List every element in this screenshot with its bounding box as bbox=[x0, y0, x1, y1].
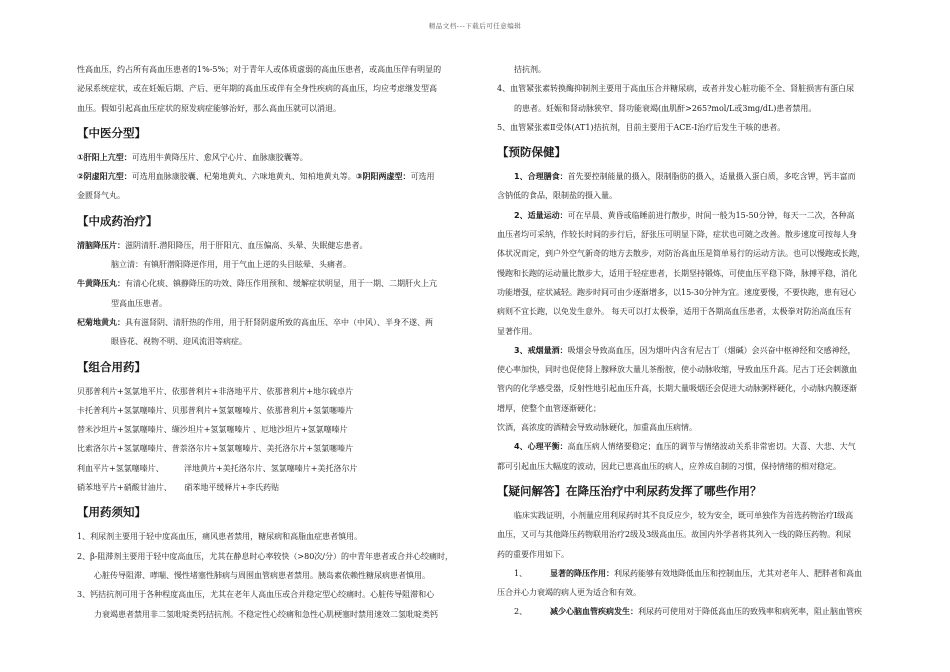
left-column bbox=[77, 60, 467, 624]
prevention-paragraph: 功能增强，症状减轻。跑步时间可由少逐渐增多，以15-30分钟为宜。速度要慢，不要快跑，患有冠心 bbox=[497, 287, 857, 297]
combo-line: 利血平片+氢氯噻嗪片、 洋地黄片+美托洛尔片、氢氯噻嗪片+美托洛尔片 bbox=[77, 463, 358, 473]
note-line: 1、利尿剂主要用于轻中度高血压，痛风患者禁用，糖尿病和高脂血症患者慎用。 bbox=[77, 532, 363, 542]
combo-line: 替米沙坦片+氢氯噻嗪片、缬沙坦片+氢氯噻嗪片 、厄地沙坦片+氢氯噻嗪片 bbox=[77, 425, 348, 435]
prevention-paragraph: 使心率加快，同时也促使肾上腺释放大量儿茶酚胺，使小动脉收缩，导致血压升高。尼古丁还会刺激血 bbox=[497, 365, 857, 375]
note-line: 心脏传导阻滞、哮喘、慢性堵塞性肺病与周围血管病患者禁用。胰岛素依赖性糖尿病患者慎用。 bbox=[94, 570, 430, 580]
prevention-paragraph: 4、心理平衡：高血压病人情绪要稳定；血压的调节与情绪波动关系非常密切。大喜、大悲、大气 bbox=[514, 442, 856, 452]
prevention-paragraph: 血压者均可采纳，作较长时间的步行后，舒张压可明显下降，症状也可随之改善。散步速度可按每人身 bbox=[497, 230, 857, 240]
faq-heading: 【疑问解答】在降压治疗中利尿药发挥了哪些作用？ bbox=[497, 483, 762, 498]
combo-heading: 【组合用药】 bbox=[77, 359, 146, 374]
faq-item: 2、 减少心脑血管疾病发生：利尿药可使用对于降低高血压的致残率和病死率，阻止脑血管疾 bbox=[514, 607, 862, 617]
patent-med-item: 清脑降压片：滋阴清肝.潜阳降压，用于肝阳亢、血压偏高、头晕、失眠健忘患者。 bbox=[77, 240, 368, 250]
prevention-paragraph: 管内的化学感受器，反射性地引起血压升高，长期大量吸烟还会促进大动脉粥样硬化，小动脉内膜逐渐 bbox=[497, 384, 857, 394]
combo-line: 比索洛尔片+氢氯噻嗪片、普萘洛尔片+氢氯噻嗪片、美托洛尔片+氢氯噻嗪片 bbox=[77, 444, 354, 454]
prevention-paragraph: 饮酒，高浓度的酒精会导致动脉硬化，加重高血压病情。 bbox=[497, 423, 697, 433]
tcm-type-line: 金匮肾气丸。 bbox=[77, 191, 125, 201]
intro-line: 泌尿系统症状，或在妊娠后期、产后、更年期的高血压或伴有全身性疾病的高血压，均应考虑继发型高 bbox=[77, 84, 437, 94]
prevention-paragraph: 慢跑和长跑的运动量比散步大，适用于轻症患者，长期坚持锻炼，可使血压平稳下降，脉搏平稳，消化 bbox=[497, 268, 857, 278]
continued-line: 4、血管紧张素转换酶抑制剂主要用于高血压合并糖尿病，或者并发心脏功能不全、肾脏损害有蛋白尿 bbox=[497, 84, 855, 94]
faq-line: 血压，又可与其他降压药物联用治疗2级及3级高血压。故国内外学者将其列入一线的降压药物。利尿 bbox=[497, 530, 852, 540]
combo-line: 硝苯地平片+硝酸甘油片、 硝苯地平缓释片+李氏药贴 bbox=[77, 483, 280, 493]
prevention-paragraph: 含钠低的食品，限制盐的摄入量。 bbox=[497, 191, 617, 201]
notes-heading: 【用药须知】 bbox=[77, 505, 146, 520]
faq-line: 药的重要作用如下。 bbox=[497, 549, 569, 559]
continued-line: 的患者。妊娠和肾动脉狭窄、肾功能衰竭(血肌酐>265?mol/L或3mg/dL)患者禁用。 bbox=[514, 103, 817, 113]
intro-line: 血压。假如引起高血压症状的原发病症能够治好，那么高血压就可以消退。 bbox=[77, 103, 341, 113]
prevention-paragraph: 2、适量运动：可在早晨、黄昏或临睡前进行散步，时间一般为15-50分钟，每天一二次，各种高 bbox=[514, 210, 855, 220]
patent-med-item: 型高血压患者。 bbox=[111, 298, 167, 308]
faq-item: 压合并心力衰竭的病人更为适合和有效。 bbox=[497, 588, 641, 598]
patent-med-item: 牛黄降压丸：有清心化痰、镇静降压的功效、降压作用预和、缓解症状明显，用于一期、二期肝火上亢 bbox=[77, 279, 437, 289]
prevention-paragraph: 3、戒烟量酒：吸烟会导致高血压，因为烟叶内含有尼古丁（烟碱）会兴奋中枢神经和交感神经， bbox=[514, 345, 856, 355]
faq-line: 临床实践证明，小剂量应用利尿药时其不良反应少，较为安全，既可单独作为首选药物治疗Ⅰ级高 bbox=[514, 510, 854, 520]
right-column bbox=[497, 60, 882, 622]
note-line: 3、钙拮抗剂可用于各种程度高血压，尤其在老年人高血压或合并稳定型心绞痛时。心脏传导阻滞和心 bbox=[77, 590, 435, 600]
page-header: 精品文档---下载后可任意编辑 bbox=[428, 22, 522, 30]
prevention-paragraph: 增厚，使整个血管逐渐硬化； bbox=[497, 403, 601, 413]
prevention-paragraph: 显著作用。 bbox=[497, 326, 537, 336]
patent-med-item: 杞菊地黄丸：具有滋肾阴、清肝热的作用，用于肝肾阴虚所致的高血压、卒中（中风）、半身不遂、两 bbox=[77, 317, 433, 327]
tcm-types-heading: 【中医分型】 bbox=[77, 125, 146, 140]
tcm-type-line: ①肝阳上亢型：可选用牛黄降压片、愈风宁心片、血脉康胶囊等。 bbox=[77, 152, 308, 162]
prevention-paragraph: 1、合理膳食：首先要控制能量的摄入，限制脂肪的摄入，适量摄入蛋白质，多吃含钾，钙丰富而 bbox=[514, 172, 856, 182]
intro-line: 性高血压，约占所有高血压患者的1%-5%；对于青年人或体质虚弱的高血压患者，或高血压伴有明显的 bbox=[77, 65, 442, 74]
prevention-paragraph: 病则不宜长跑，以免发生意外。 每天可以打太极拳，适用于各期高血压患者，太极拳对防治高血压有 bbox=[497, 307, 852, 317]
patent-med-item: 脑立清：有镇肝潜阳降逆作用，用于气血上逆的头目眩晕、头痛者。 bbox=[111, 260, 351, 270]
note-line: 力衰竭患者禁用非二氢吡啶类钙拮抗剂。不稳定性心绞痛和急性心肌梗塞时禁用速效二氢吡啶类钙 bbox=[94, 609, 438, 619]
prevention-heading: 【预防保健】 bbox=[497, 145, 566, 160]
prevention-paragraph: 都可引起血压大幅度的波动，因此已患高血压的病人，应养成自制的习惯，保持情绪的相对稳定。 bbox=[497, 461, 841, 471]
combo-line: 卡托普利片+氢氯噻嗪片、贝那普利片+氢氯噻嗪片、依那普利片+氢氯噻嗪片 bbox=[77, 405, 354, 415]
prevention-paragraph: 体状况而定，到户外空气新奇的地方去散步，对防治高血压是简单易行的运动方法。也可以慢跑或长跑， bbox=[497, 249, 865, 259]
patent-meds-heading: 【中成药治疗】 bbox=[77, 213, 158, 228]
tcm-type-line: ②阴虚阳亢型：可选用血脉康胶囊、杞菊地黄丸、六味地黄丸、知柏地黄丸等。③阴阳两虚型：可选用 bbox=[77, 172, 435, 182]
patent-med-item: 眼昏花、视物不明、迎风流泪等病症。 bbox=[111, 337, 247, 347]
faq-item: 1、 显著的降压作用：利尿药能够有效地降低血压和控制血压，尤其对老年人、肥胖者和高血 bbox=[514, 568, 862, 578]
combo-line: 贝那普利片+氢氯地平片、依那普利片+非洛地平片、依那普利片+地尔硫卓片 bbox=[77, 386, 354, 396]
continued-line: 拮抗剂。 bbox=[514, 65, 546, 74]
continued-line: 5、血管紧张素Ⅱ受体(AT1)拮抗剂，目前主要用于ACE-I治疗后发生干咳的患者。 bbox=[497, 122, 786, 132]
note-line: 2、β-阻滞剂主要用于轻中度高血压，尤其在静息时心率较快（>80次/分）的中青年患者或合并心绞痛时， bbox=[77, 551, 453, 561]
